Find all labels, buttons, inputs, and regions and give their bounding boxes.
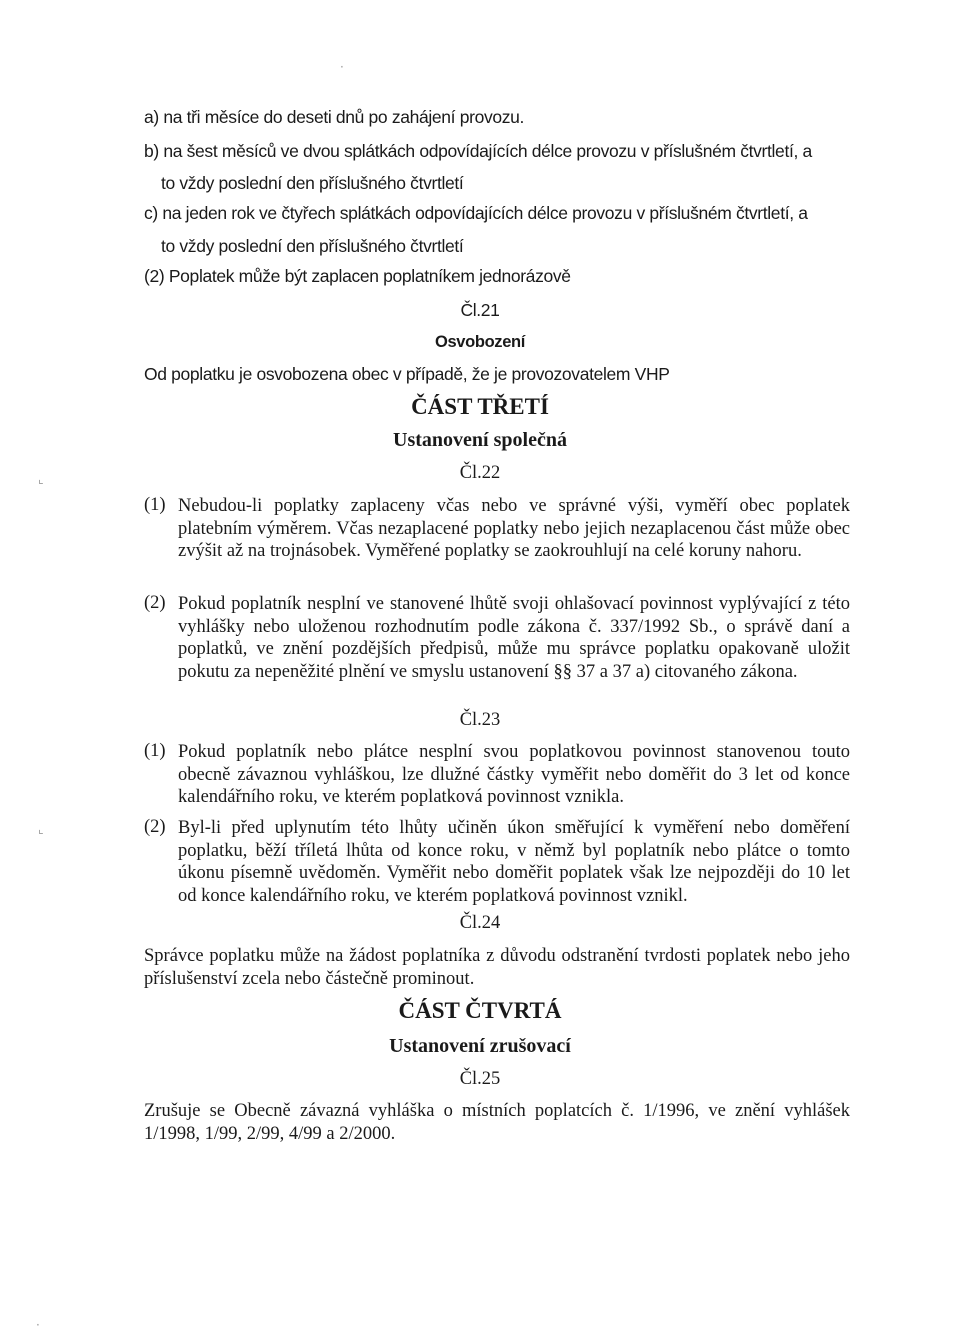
part-4-heading: ČÁST ČTVRTÁ	[398, 998, 562, 1023]
article-23-para-1-number: (1)	[144, 741, 166, 761]
list-item-b-cont: to vždy poslední den příslušného čtvrtletí	[161, 173, 464, 193]
part-3-heading: ČÁST TŘETÍ	[411, 394, 549, 419]
article-22-para-1-number: (1)	[144, 495, 166, 515]
article-21-title: Osvobození	[434, 333, 525, 351]
article-22-para-2: Pokud poplatník nesplní ve stanovené lhůtě svoji ohlašovací povinnost vyplývající z této vyhlášky nebo uloženou rozhodnutím podle zákona č. 337/1992 Sb., o správě daní a poplatků, ve znění pozdějších předpisů, může mu správce poplatku opakovaně uložit pokutu za nepeněžité plnění ve smyslu ustanovení §§ 37 a 37 a) citovaného zákona.	[178, 594, 850, 682]
list-item-a: a) na tři měsíce do deseti dnů po zahájení provozu.	[144, 107, 525, 127]
scan-mark: ⌞	[38, 472, 44, 486]
article-23-para-2: Byl-li před uplynutím této lhůty učiněn úkon směřující k vyměření nebo doměření poplatku, běží tříletá lhůta od konce roku, v němž byl poplatník nebo plátce o tomto úkonu písemně uvědoměn. Vyměřit nebo doměřit poplatek však lze nejpozději do 10 let od konce kalendářního roku, ve kterém poplatková povinnost vznikl.	[178, 818, 850, 906]
article-23-heading: Čl.23	[459, 710, 501, 730]
article-24-text: Správce poplatku může na žádost poplatníka z důvodu odstranění tvrdosti poplatek nebo jeho příslušenství zcela nebo částečně prominout.	[144, 946, 850, 989]
list-item-c: c) na jeden rok ve čtyřech splátkách odpovídajících délce provozu v příslušném čtvrtletí, a	[144, 203, 808, 223]
article-21-text: Od poplatku je osvobozena obec v případě, že je provozovatelem VHP	[144, 364, 670, 384]
article-21-heading: Čl.21	[460, 300, 500, 320]
article-22-heading: Čl.22	[459, 463, 501, 483]
scan-speck: ·	[340, 60, 344, 74]
article-25-heading: Čl.25	[459, 1069, 501, 1089]
article-24-heading: Čl.24	[459, 913, 501, 933]
part-3-title: Ustanovení společná	[393, 429, 567, 451]
list-item-c-cont: to vždy poslední den příslušného čtvrtletí	[161, 236, 464, 256]
paragraph-2-payment: (2) Poplatek může být zaplacen poplatníkem jednorázově	[144, 266, 571, 286]
article-22-para-1: Nebudou-li poplatky zaplaceny včas nebo ve správné výši, vyměří obec poplatek platebním výměrem. Včas nezaplacené poplatky nebo jejich nezaplacenou část může obec zvýšit až na trojnásobek. Vyměřené poplatky se zaokrouhlují na celé koruny nahoru.	[178, 496, 850, 561]
article-23-para-2-number: (2)	[144, 817, 166, 837]
scan-speck: ·	[36, 1318, 40, 1332]
article-22-para-2-number: (2)	[144, 593, 166, 613]
article-25-text: Zrušuje se Obecně závazná vyhláška o místních poplatcích č. 1/1996, ve znění vyhlášek 1/1998, 1/99, 2/99, 4/99 a 2/2000.	[144, 1101, 850, 1144]
article-23-para-1: Pokud poplatník nebo plátce nesplní svou poplatkovou povinnost stanovenou touto obecně závaznou vyhláškou, lze dlužné částky vyměřit nebo doměřit do 3 let od konce kalendářního roku, ve kterém poplatková povinnost vznikla.	[178, 742, 850, 807]
scan-mark: ⌞	[38, 822, 44, 836]
list-item-b: b) na šest měsíců ve dvou splátkách odpovídajících délce provozu v příslušném čtvrtletí, a	[144, 141, 812, 161]
part-4-title: Ustanovení zrušovací	[389, 1035, 571, 1057]
